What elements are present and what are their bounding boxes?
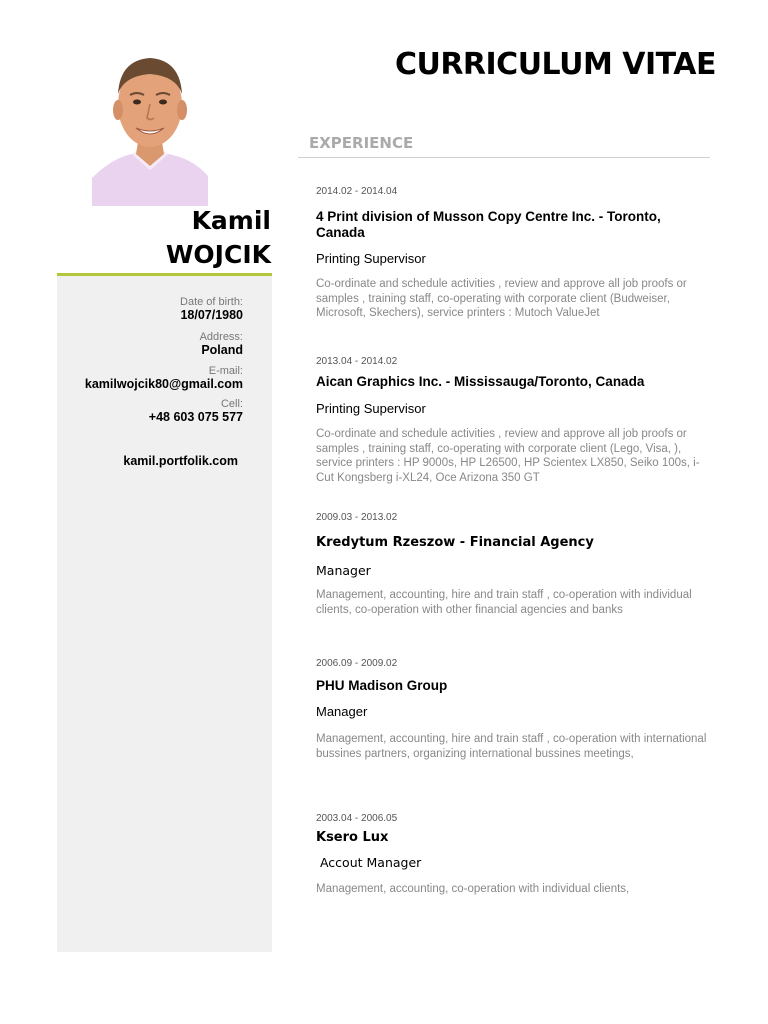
job-dates: 2003.04 - 2006.05 xyxy=(316,813,398,824)
job-company: 4 Print division of Musson Copy Centre Inc. - Toronto, Canada xyxy=(316,209,661,240)
email-label: E-mail: xyxy=(208,365,243,377)
job-description: Management, accounting, hire and train staff , co-operation with individual clients, co-operation with other financial agencies and banks xyxy=(316,589,692,616)
job-description: Management, accounting, co-operation with individual clients, xyxy=(316,883,630,895)
job-description: Co-ordinate and schedule activities , review and approve all job proofs or samples , training staff, co-operating with corporate client (Budweiser, Microsoft, Skechers), service printers : Mutoch ValueJet xyxy=(316,278,687,320)
job-company: Ksero Lux xyxy=(316,830,389,845)
portrait-image xyxy=(92,50,208,206)
experience-divider xyxy=(298,157,710,158)
name-divider xyxy=(57,273,272,276)
job-company: PHU Madison Group xyxy=(316,678,448,693)
last-name: WOJCIK xyxy=(165,240,271,269)
job-company: Kredytum Rzeszow - Financial Agency xyxy=(316,535,594,550)
job-company: Aican Graphics Inc. - Mississauga/Toronto, Canada xyxy=(316,374,645,389)
profile-photo xyxy=(92,50,208,206)
date-of-birth-label: Date of birth: xyxy=(180,296,243,308)
portfolio-link[interactable]: kamil.portfolik.com xyxy=(123,454,238,468)
cell-label: Cell: xyxy=(220,398,243,410)
address-label: Address: xyxy=(199,331,243,343)
job-dates: 2014.02 - 2014.04 xyxy=(316,186,398,197)
experience-heading: EXPERIENCE xyxy=(309,134,414,152)
job-dates: 2009.03 - 2013.02 xyxy=(316,512,398,523)
job-dates: 2006.09 - 2009.02 xyxy=(316,658,398,669)
job-role: Manager xyxy=(316,704,368,719)
job-description: Co-ordinate and schedule activities , review and approve all job proofs or samples , training staff, co-operating with corporate client (Lego, Visa, ), service printers : HP 9000s, HP L26500, HP Scientex LX850, Seiko 100s, i-Cut Kongsberg i-XL24, Oce Arizona 350 GT xyxy=(316,428,700,484)
cell-value: +48 603 075 577 xyxy=(148,410,243,424)
date-of-birth-value: 18/07/1980 xyxy=(180,308,243,322)
job-role: Printing Supervisor xyxy=(316,401,426,416)
first-name: Kamil xyxy=(191,206,271,235)
job-role: Manager xyxy=(316,563,371,578)
email-link[interactable]: kamilwojcik80@gmail.com xyxy=(84,377,243,391)
job-description: Management, accounting, hire and train staff , co-operation with international bussines partners, organizing international bussines meetings, xyxy=(316,733,707,760)
document-title: CURRICULUM VITAE xyxy=(394,47,716,82)
job-dates: 2013.04 - 2014.02 xyxy=(316,356,398,367)
job-role: Accout Manager xyxy=(316,855,422,870)
job-role: Printing Supervisor xyxy=(316,251,426,266)
address-value: Poland xyxy=(201,343,243,357)
